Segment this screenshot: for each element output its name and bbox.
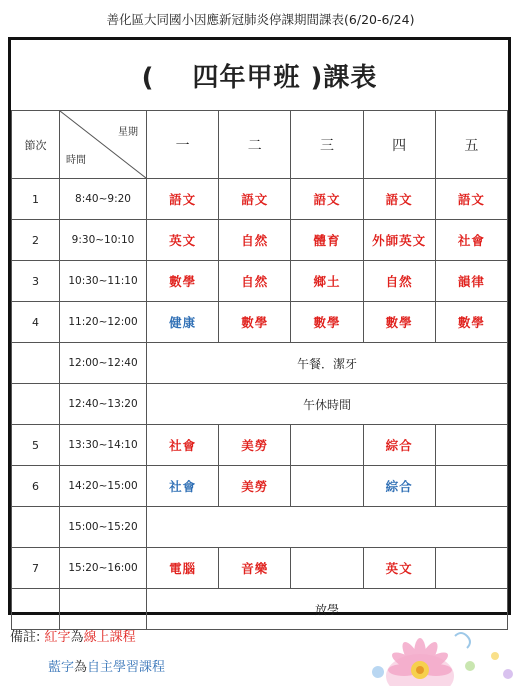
subject-cell: 語文 <box>363 179 435 220</box>
red-text-label: 紅字 <box>44 630 71 645</box>
notes-mid-2: 為 <box>74 660 88 675</box>
subject-cell: 社會 <box>147 425 219 466</box>
online-course-label: 線上課程 <box>83 630 136 645</box>
merged-activity-cell: 午休時間 <box>147 384 508 425</box>
subject-cell: 語文 <box>291 179 363 220</box>
period-cell: 4 <box>12 302 60 343</box>
subject-cell <box>291 466 363 507</box>
subject-cell: 語文 <box>219 179 291 220</box>
time-cell: 10:30~11:10 <box>60 261 147 302</box>
self-study-label: 自主學習課程 <box>87 660 166 675</box>
timetable-row <box>12 261 508 302</box>
timetable-row <box>12 343 508 384</box>
time-cell: 12:40~13:20 <box>60 384 147 425</box>
diagonal-line <box>60 111 146 178</box>
period-cell <box>12 343 60 384</box>
day-header-mon: 一 <box>147 111 219 179</box>
subject-cell: 鄉土 <box>291 261 363 302</box>
flower-icon <box>372 633 513 686</box>
period-cell: 2 <box>12 220 60 261</box>
subject-cell: 數學 <box>435 302 507 343</box>
subject-cell: 自然 <box>219 220 291 261</box>
subject-cell: 外師英文 <box>363 220 435 261</box>
subject-cell: 美勞 <box>219 425 291 466</box>
subject-cell: 數學 <box>291 302 363 343</box>
subject-cell: 數學 <box>219 302 291 343</box>
period-cell: 7 <box>12 548 60 589</box>
time-cell: 15:00~15:20 <box>60 507 147 548</box>
subject-cell: 綜合 <box>363 466 435 507</box>
blue-text-label: 藍字 <box>48 660 75 675</box>
time-cell <box>60 589 147 630</box>
notes-mid-1: 為 <box>70 630 84 645</box>
subject-cell <box>435 548 507 589</box>
time-cell: 9:30~10:10 <box>60 220 147 261</box>
timetable-row <box>12 179 508 220</box>
flower-decoration <box>360 626 521 686</box>
time-axis-label: 時間 <box>66 155 86 166</box>
period-cell: 1 <box>12 179 60 220</box>
timetable-sheet <box>8 37 511 615</box>
day-header-tue: 二 <box>219 111 291 179</box>
subject-cell: 自然 <box>219 261 291 302</box>
notes-line-1 <box>10 626 136 645</box>
merged-activity-cell <box>147 507 508 548</box>
timetable-row <box>12 466 508 507</box>
timetable-row <box>12 384 508 425</box>
day-header-fri: 五 <box>435 111 507 179</box>
timetable-row <box>12 220 508 261</box>
page-title: 善化區大同國小因應新冠肺炎停課期間課表(6/20-6/24) <box>106 12 415 27</box>
subject-cell: 社會 <box>435 220 507 261</box>
period-cell: 6 <box>12 466 60 507</box>
sheet-title <box>12 40 508 111</box>
period-cell <box>12 589 60 630</box>
subject-cell: 語文 <box>147 179 219 220</box>
subject-cell <box>291 425 363 466</box>
subject-cell: 英文 <box>147 220 219 261</box>
subject-cell: 健康 <box>147 302 219 343</box>
day-header-thu: 四 <box>363 111 435 179</box>
subject-cell: 社會 <box>147 466 219 507</box>
subject-cell: 英文 <box>363 548 435 589</box>
title-open-paren: ( <box>141 62 155 93</box>
subject-cell <box>291 548 363 589</box>
period-cell: 3 <box>12 261 60 302</box>
period-cell <box>12 384 60 425</box>
subject-cell: 語文 <box>435 179 507 220</box>
period-cell <box>12 507 60 548</box>
timetable-row <box>12 302 508 343</box>
period-cell: 5 <box>12 425 60 466</box>
merged-activity-cell: 午餐．潔牙 <box>147 343 508 384</box>
subject-cell <box>435 466 507 507</box>
timetable-row <box>12 507 508 548</box>
diagonal-header-cell <box>60 111 147 179</box>
subject-cell: 綜合 <box>363 425 435 466</box>
subject-cell: 自然 <box>363 261 435 302</box>
title-text: 四年甲班 )課表 <box>192 62 378 93</box>
notes-label: 備註: <box>10 630 41 645</box>
subject-cell <box>435 425 507 466</box>
time-cell: 11:20~12:00 <box>60 302 147 343</box>
notes <box>10 626 166 675</box>
subject-cell: 電腦 <box>147 548 219 589</box>
timetable <box>11 40 508 630</box>
time-cell: 13:30~14:10 <box>60 425 147 466</box>
subject-cell: 體育 <box>291 220 363 261</box>
subject-cell: 韻律 <box>435 261 507 302</box>
subject-cell: 數學 <box>147 261 219 302</box>
subject-cell: 數學 <box>363 302 435 343</box>
time-cell: 12:00~12:40 <box>60 343 147 384</box>
timetable-row <box>12 589 508 630</box>
notes-line-2 <box>48 656 165 675</box>
weekday-axis-label: 星期 <box>118 127 138 138</box>
subject-cell: 美勞 <box>219 466 291 507</box>
day-header-wed: 三 <box>291 111 363 179</box>
merged-activity-cell: 放學 <box>147 589 508 630</box>
timetable-row <box>12 425 508 466</box>
time-cell: 14:20~15:00 <box>60 466 147 507</box>
period-header: 節次 <box>12 111 60 179</box>
subject-cell: 音樂 <box>219 548 291 589</box>
timetable-row <box>12 548 508 589</box>
time-cell: 8:40~9:20 <box>60 179 147 220</box>
time-cell: 15:20~16:00 <box>60 548 147 589</box>
